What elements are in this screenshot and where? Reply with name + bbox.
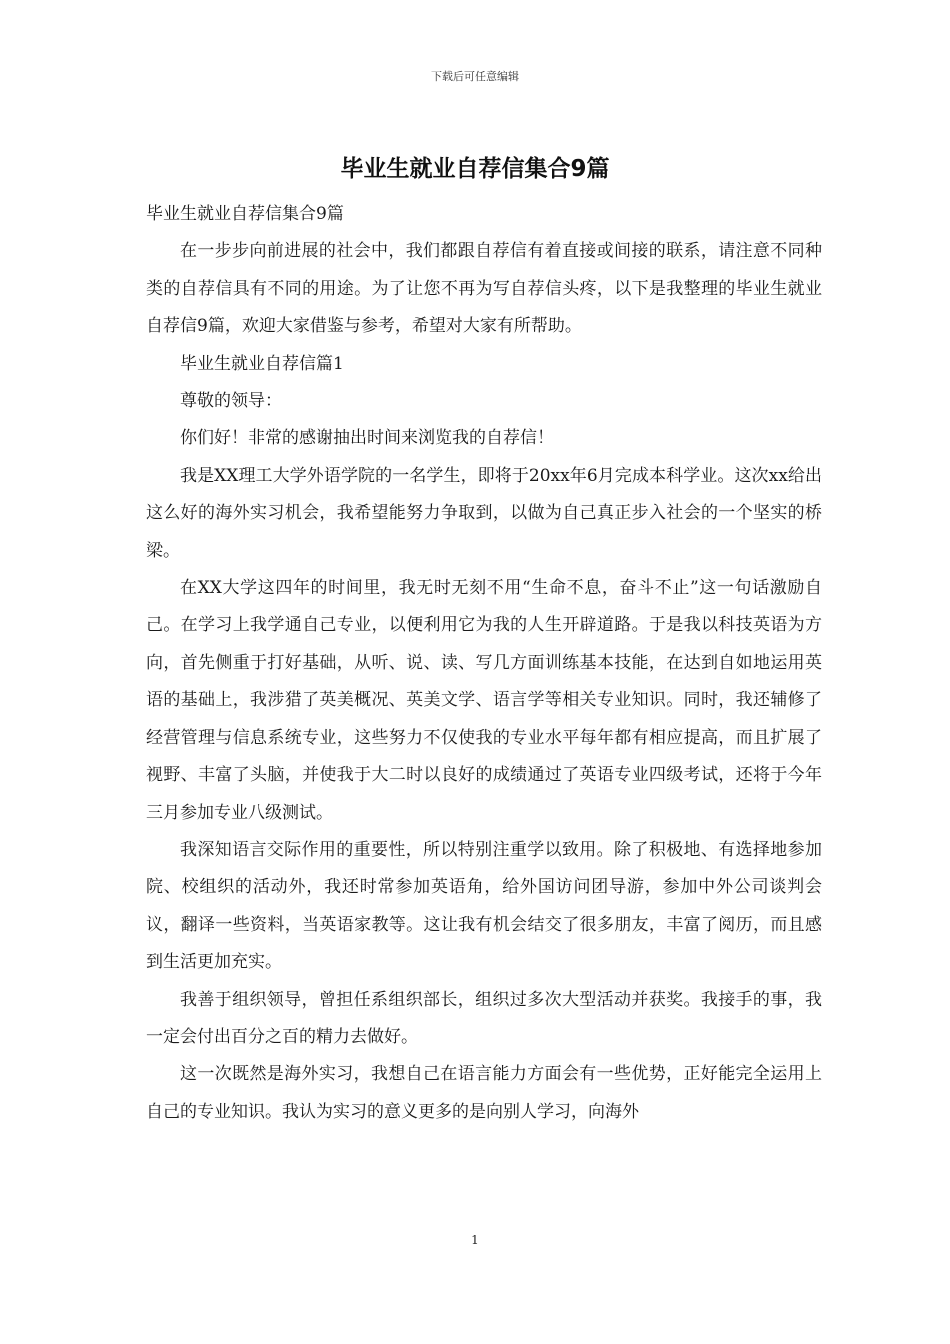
intro-paragraph: 在一步步向前进展的社会中，我们都跟自荐信有着直接或间接的联系，请注意不同种类的自荐信具有不同的用途。为了让您不再为写自荐信头疼，以下是我整理的毕业生就业自荐信9篇，欢迎大家借鉴与参考，希望对大家有所帮助。 [146, 241, 822, 337]
salutation: 尊敬的领导： [180, 391, 282, 412]
body-paragraph: 这一次既然是海外实习，我想自己在语言能力方面会有一些优势，正好能完全运用上自己的专业知识。我认为实习的意义更多的是向别人学习，向海外 [146, 1064, 822, 1122]
body-paragraph: 我是XX理工大学外语学院的一名学生，即将于20xx年6月完成本科学业。这次xx给出这么好的海外实习机会，我希望能努力争取到，以做为自己真正步入社会的一个坚实的桥梁。 [146, 465, 822, 561]
body-paragraph: 我深知语言交际作用的重要性，所以特别注重学以致用。除了积极地、有选择地参加院、校组织的活动外，我还时常参加英语角，给外国访问团导游，参加中外公司谈判会议，翻译一些资料，当英语家教等。这让我有机会结交了很多朋友，丰富了阅历，而且感到生活更加充实。 [146, 839, 822, 973]
document-title: 毕业生就业自荐信集合9篇 [340, 156, 610, 182]
subtitle-paragraph: 毕业生就业自荐信集合9篇 [146, 204, 344, 224]
document-body [146, 196, 822, 1131]
section-heading: 毕业生就业自荐信篇1 [180, 353, 344, 374]
body-paragraph: 我善于组织领导，曾担任系组织部长，组织过多次大型活动并获奖。我接手的事，我一定会付出百分之百的精力去做好。 [146, 989, 822, 1047]
greeting-paragraph: 你们好！非常的感谢抽出时间来浏览我的自荐信！ [180, 428, 554, 449]
body-paragraph: 在XX大学这四年的时间里，我无时无刻不用“生命不息，奋斗不止”这一句话激励自己。在学习上我学通自己专业，以便利用它为我的人生开辟道路。于是我以科技英语为方向，首先侧重于打好基础，从听、说、读、写几方面训练基本技能，在达到自如地运用英语的基础上，我涉猎了英美概况、英美文学、语言学等相关专业知识。同时，我还辅修了经营管理与信息系统专业，这些努力不仅使我的专业水平每年都有相应提高，而且扩展了视野、丰富了头脑，并使我于大二时以良好的成绩通过了英语专业四级考试，还将于今年三月参加专业八级测试。 [146, 578, 822, 823]
page-number: 1 [471, 1233, 479, 1247]
header-note: 下载后可任意编辑 [431, 70, 519, 83]
